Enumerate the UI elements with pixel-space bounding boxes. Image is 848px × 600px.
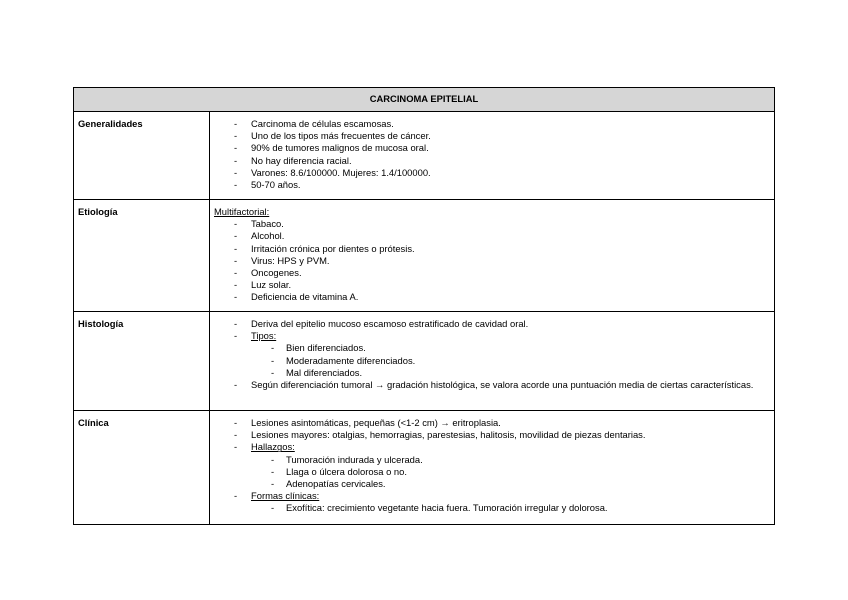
- list-item: - 90% de tumores malignos de mucosa oral.: [234, 142, 429, 154]
- row-content-histologia: [210, 312, 775, 411]
- sub-list-item: - Mal diferenciados.: [271, 366, 363, 378]
- list-item: - Oncogenes.: [234, 267, 302, 279]
- row-label-histologia: Histología: [74, 312, 210, 411]
- list-item: - Varones: 8.6/100000. Mujeres: 1.4/100000.: [234, 166, 431, 178]
- list-item: - Irritación crónica por dientes o prótesis.: [234, 242, 415, 254]
- row-label-etiologia: Etiología: [74, 200, 210, 312]
- row-label-generalidades: Generalidades: [74, 112, 210, 200]
- list-item: - Luz solar.: [234, 279, 292, 291]
- table-title: CARCINOMA EPITELIAL: [74, 88, 775, 112]
- list-item: - Virus: HPS y PVM.: [234, 254, 330, 266]
- etiologia-intro: Multifactorial:: [214, 206, 270, 217]
- list-item: - Lesiones mayores: otalgias, hemorragias, parestesias, halitosis, movilidad de piezas dentarias.: [234, 429, 646, 441]
- carcinoma-table: [73, 87, 775, 525]
- list-item: - Hallazgos:: [234, 441, 295, 453]
- list-item: - Lesiones asintomáticas, pequeñas (<1-2 cm) → eritroplasia.: [234, 417, 501, 428]
- row-histologia: [74, 312, 775, 411]
- list-item: - Deriva del epitelio mucoso escamoso estratificado de cavidad oral.: [234, 318, 529, 329]
- sub-list-item: - Llaga o úlcera dolorosa o no.: [271, 465, 407, 477]
- row-etiologia: [74, 200, 775, 312]
- list-item: - Formas clínicas:: [234, 490, 320, 502]
- list-item: - No hay diferencia racial.: [234, 154, 352, 166]
- sub-list-item: - Tumoración indurada y ulcerada.: [271, 453, 423, 465]
- row-content-etiologia: [210, 200, 775, 312]
- list-item: - 50-70 años.: [234, 179, 301, 191]
- list-item: - Uno de los tipos más frecuentes de cáncer.: [234, 130, 431, 142]
- sub-list-item: - Bien diferenciados.: [271, 342, 366, 354]
- row-clinica: [74, 411, 775, 525]
- row-content-clinica: [210, 411, 775, 525]
- list-item: - Según diferenciación tumoral → gradación histológica, se valora acorde una puntuación media de ciertas características.: [234, 379, 754, 391]
- title-row: [74, 88, 775, 112]
- list-item: - Deficiencia de vitamina A.: [234, 291, 359, 303]
- list-item: - Alcohol.: [234, 230, 285, 242]
- row-generalidades: [74, 112, 775, 200]
- list-item: - Tabaco.: [234, 218, 284, 230]
- list-item: - Tipos:: [234, 330, 277, 342]
- sub-list-item: - Adenopatías cervicales.: [271, 478, 386, 490]
- sub-list-item: - Exofítica: crecimiento vegetante hacia fuera. Tumoración irregular y dolorosa.: [271, 502, 608, 514]
- sub-list-item: - Moderadamente diferenciados.: [271, 354, 416, 366]
- row-content-generalidades: [210, 112, 775, 200]
- row-label-clinica: Clínica: [74, 411, 210, 525]
- list-item: - Carcinoma de células escamosas.: [234, 118, 394, 129]
